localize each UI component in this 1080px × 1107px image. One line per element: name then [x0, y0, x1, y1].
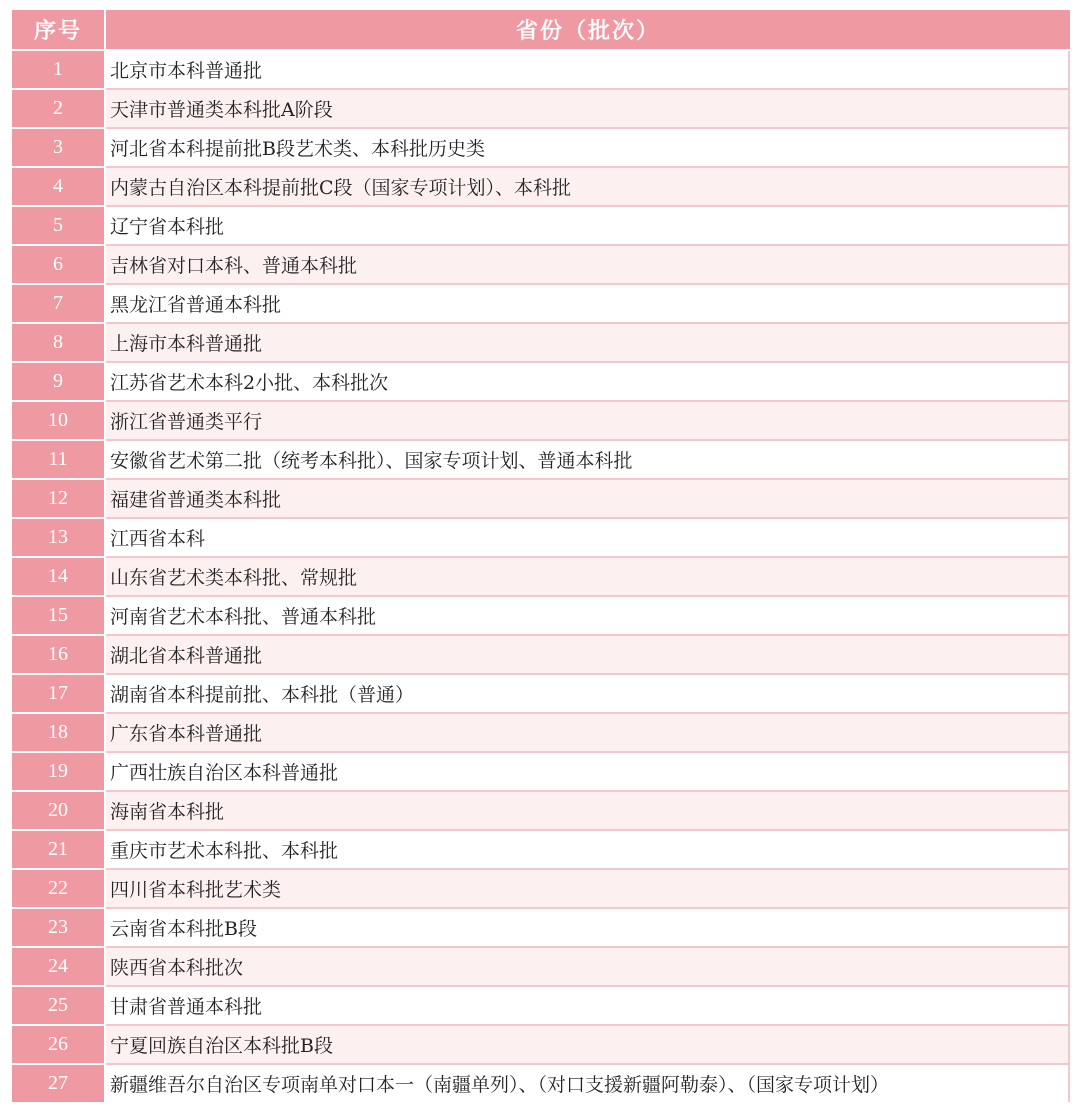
- row-index-cell: 1: [12, 51, 106, 90]
- table-row: [12, 519, 1070, 558]
- row-province-batch-cell: 云南省本科批B段: [106, 909, 1070, 948]
- header-index: 序号: [12, 10, 106, 51]
- table-header: [12, 10, 1070, 51]
- row-index-cell: 22: [12, 870, 106, 909]
- table-row: [12, 909, 1070, 948]
- row-index-cell: 6: [12, 246, 106, 285]
- row-province-batch-cell: 湖南省本科提前批、本科批（普通）: [106, 675, 1070, 714]
- row-province-batch-cell: 辽宁省本科批: [106, 207, 1070, 246]
- row-province-batch-cell: 海南省本科批: [106, 792, 1070, 831]
- row-province-batch-cell: 重庆市艺术本科批、本科批: [106, 831, 1070, 870]
- batch-table-container: [12, 10, 1070, 1102]
- row-index-cell: 18: [12, 714, 106, 753]
- row-index-cell: 8: [12, 324, 106, 363]
- row-province-batch-cell: 江西省本科: [106, 519, 1070, 558]
- row-index-cell: 14: [12, 558, 106, 597]
- table-row: [12, 675, 1070, 714]
- row-province-batch-cell: 黑龙江省普通本科批: [106, 285, 1070, 324]
- table-row: [12, 1026, 1070, 1065]
- row-index-cell: 24: [12, 948, 106, 987]
- row-province-batch-cell: 安徽省艺术第二批（统考本科批）、国家专项计划、普通本科批: [106, 441, 1070, 480]
- table-row: [12, 285, 1070, 324]
- row-index-cell: 13: [12, 519, 106, 558]
- table-row: [12, 714, 1070, 753]
- row-province-batch-cell: 广东省本科普通批: [106, 714, 1070, 753]
- row-province-batch-cell: 新疆维吾尔自治区专项南单对口本一（南疆单列）、（对口支援新疆阿勒泰）、（国家专项计划）: [106, 1065, 1070, 1102]
- table-row: [12, 480, 1070, 519]
- row-province-batch-cell: 北京市本科普通批: [106, 51, 1070, 90]
- row-province-batch-cell: 内蒙古自治区本科提前批C段（国家专项计划）、本科批: [106, 168, 1070, 207]
- table-row: [12, 207, 1070, 246]
- row-index-cell: 20: [12, 792, 106, 831]
- row-province-batch-cell: 广西壮族自治区本科普通批: [106, 753, 1070, 792]
- table-body: [12, 51, 1070, 1102]
- row-province-batch-cell: 山东省艺术类本科批、常规批: [106, 558, 1070, 597]
- table-row: [12, 90, 1070, 129]
- table-row: [12, 246, 1070, 285]
- row-index-cell: 23: [12, 909, 106, 948]
- table-row: [12, 324, 1070, 363]
- row-province-batch-cell: 上海市本科普通批: [106, 324, 1070, 363]
- table-row: [12, 1065, 1070, 1102]
- table-row: [12, 129, 1070, 168]
- row-index-cell: 16: [12, 636, 106, 675]
- row-province-batch-cell: 吉林省对口本科、普通本科批: [106, 246, 1070, 285]
- row-province-batch-cell: 陕西省本科批次: [106, 948, 1070, 987]
- table-row: [12, 168, 1070, 207]
- header-province-batch: 省份（批次）: [106, 10, 1070, 51]
- table-row: [12, 402, 1070, 441]
- row-province-batch-cell: 江苏省艺术本科2小批、本科批次: [106, 363, 1070, 402]
- table-row: [12, 636, 1070, 675]
- row-province-batch-cell: 河北省本科提前批B段艺术类、本科批历史类: [106, 129, 1070, 168]
- table-row: [12, 597, 1070, 636]
- row-index-cell: 11: [12, 441, 106, 480]
- table-row: [12, 441, 1070, 480]
- row-province-batch-cell: 河南省艺术本科批、普通本科批: [106, 597, 1070, 636]
- table-row: [12, 948, 1070, 987]
- table-row: [12, 831, 1070, 870]
- row-index-cell: 15: [12, 597, 106, 636]
- row-index-cell: 19: [12, 753, 106, 792]
- row-index-cell: 2: [12, 90, 106, 129]
- row-province-batch-cell: 四川省本科批艺术类: [106, 870, 1070, 909]
- row-index-cell: 27: [12, 1065, 106, 1102]
- row-index-cell: 26: [12, 1026, 106, 1065]
- row-index-cell: 3: [12, 129, 106, 168]
- row-province-batch-cell: 甘肃省普通本科批: [106, 987, 1070, 1026]
- row-index-cell: 17: [12, 675, 106, 714]
- row-index-cell: 7: [12, 285, 106, 324]
- row-index-cell: 25: [12, 987, 106, 1026]
- row-province-batch-cell: 天津市普通类本科批A阶段: [106, 90, 1070, 129]
- table-row: [12, 987, 1070, 1026]
- table-row: [12, 792, 1070, 831]
- row-province-batch-cell: 浙江省普通类平行: [106, 402, 1070, 441]
- row-province-batch-cell: 福建省普通类本科批: [106, 480, 1070, 519]
- row-index-cell: 5: [12, 207, 106, 246]
- table-row: [12, 51, 1070, 90]
- row-index-cell: 12: [12, 480, 106, 519]
- batch-table: [12, 10, 1070, 1102]
- row-province-batch-cell: 宁夏回族自治区本科批B段: [106, 1026, 1070, 1065]
- table-row: [12, 363, 1070, 402]
- row-province-batch-cell: 湖北省本科普通批: [106, 636, 1070, 675]
- table-row: [12, 870, 1070, 909]
- row-index-cell: 10: [12, 402, 106, 441]
- header-row: [12, 10, 1070, 51]
- row-index-cell: 4: [12, 168, 106, 207]
- row-index-cell: 21: [12, 831, 106, 870]
- row-index-cell: 9: [12, 363, 106, 402]
- table-row: [12, 558, 1070, 597]
- table-row: [12, 753, 1070, 792]
